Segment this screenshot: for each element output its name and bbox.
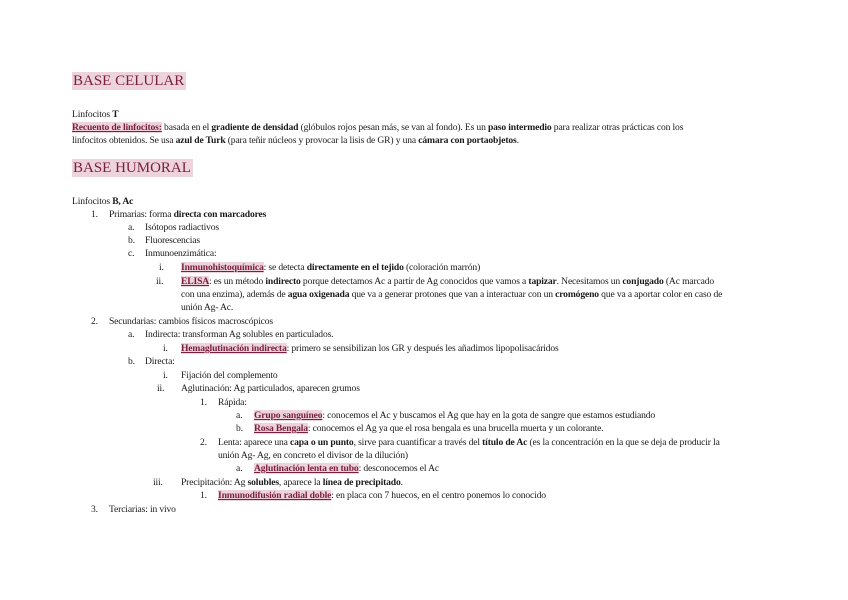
directa-item: Directa: — [145, 356, 175, 367]
terciarias-item: Terciarias: in vivo — [109, 504, 176, 515]
list-letter: b. — [128, 356, 135, 367]
list-number: 3. — [91, 504, 98, 515]
hemaglutinacion-item: Hemaglutinación indirecta: primero se sensibilizan los GR y después les añadimos lipopolisacáridos — [181, 343, 559, 354]
inmunodifusion-link[interactable]: Inmunodifusión radial doble — [218, 490, 332, 501]
list-roman: i. — [163, 370, 168, 381]
list-roman: i. — [159, 262, 164, 273]
list-roman: iii. — [153, 477, 163, 488]
list-number: 2. — [91, 316, 98, 327]
heading-base-humoral: BASE HUMORAL — [73, 160, 191, 176]
list-number: 1. — [200, 397, 207, 408]
inmunohistoquimica-link[interactable]: Inmunohistoquímica — [181, 262, 264, 273]
recuento-line-2: linfocitos obtenidos. Se usa azul de Turk (para teñir núcleos y provocar la lisis de GR) y una cámara con portaobjetos. — [72, 135, 519, 146]
list-roman: i. — [163, 343, 168, 354]
lenta-item: Lenta: aparece una capa o un punto, sirve para cuantificar a través del título de Ac (es la concentración en la que se deja de producir la — [218, 437, 720, 448]
hemaglutinacion-link[interactable]: Hemaglutinación indirecta — [181, 343, 287, 354]
list-roman: ii. — [157, 383, 165, 394]
fluorescencias-item: Fluorescencias — [145, 235, 200, 246]
list-letter: a. — [128, 329, 135, 340]
inmunohistoquimica-item: Inmunohistoquímica: se detecta directamente en el tejido (coloración marrón) — [181, 262, 481, 273]
recuento-line-1: Recuento de linfocitos: basada en el gradiente de densidad (glóbulos rojos pesan más, se van al fondo). Es un paso intermedio para realizar otras prácticas con los — [72, 122, 684, 133]
list-number: 1. — [200, 490, 207, 501]
aglutinacion-lenta-item: Aglutinación lenta en tubo: desconocemos el Ac — [254, 463, 439, 474]
grupo-sanguineo-link[interactable]: Grupo sanguíneo — [254, 410, 323, 421]
inmunodifusion-item: Inmunodifusión radial doble: en placa con 7 huecos, en el centro ponemos lo conocido — [218, 490, 546, 501]
list-letter: b. — [128, 235, 135, 246]
secundarias-item: Secundarias: cambios físicos macroscópicos — [109, 316, 273, 327]
list-letter: a. — [236, 463, 243, 474]
list-roman: ii. — [156, 276, 164, 287]
indirecta-item: Indirecta: transforman Ag solubles en particulados. — [145, 329, 334, 340]
rapida-item: Rápida: — [218, 397, 247, 408]
linfocitos-b-line: Linfocitos B, Ac — [72, 196, 134, 207]
elisa-link[interactable]: ELISA — [181, 276, 210, 287]
list-letter: c. — [128, 248, 135, 259]
rosa-bengala-item: Rosa Bengala: conocemos el Ag ya que el rosa bengala es una brucella muerta y un colorante. — [254, 423, 604, 434]
aglutinacion-lenta-link[interactable]: Aglutinación lenta en tubo — [254, 463, 359, 474]
fijacion-item: Fijación del complemento — [181, 370, 278, 381]
rosa-bengala-link[interactable]: Rosa Bengala — [254, 423, 308, 434]
linfocitos-t-line: Linfocitos T — [72, 109, 119, 120]
list-number: 2. — [200, 437, 207, 448]
list-letter: a. — [128, 222, 135, 233]
elisa-item: ELISA: es un método indirecto porque detectamos Ac a partir de Ag conocidos que vamos a tapizar. Necesitamos un conjugado (Ac marcado — [181, 276, 715, 287]
list-letter: b. — [236, 423, 243, 434]
inmunoenzimatica-item: Inmunoenzimática: — [145, 248, 217, 259]
elisa-item-line-3: unión Ag- Ac. — [181, 302, 234, 313]
heading-base-celular: BASE CELULAR — [73, 73, 185, 89]
recuento-link[interactable]: Recuento de linfocitos: — [72, 122, 162, 133]
grupo-sanguineo-item: Grupo sanguíneo: conocemos el Ac y buscamos el Ag que hay en la gota de sangre que estamos estudiando — [254, 410, 656, 421]
elisa-item-line-2: con una enzima), además de agua oxigenada que va a generar protones que van a interactuar con un cromógeno que va a aportar color en caso de — [181, 289, 723, 300]
list-number: 1. — [91, 209, 98, 220]
lenta-item-line-2: unión Ag- Ag, en concreto el divisor de la dilución) — [218, 450, 408, 461]
list-letter: a. — [236, 410, 243, 421]
isotopos-item: Isótopos radiactivos — [145, 222, 220, 233]
precipitacion-item: Precipitación: Ag solubles, aparece la línea de precipitado. — [181, 477, 403, 488]
primarias-item: Primarias: forma directa con marcadores — [109, 209, 267, 220]
aglutinacion-item: Aglutinación: Ag particulados, aparecen grumos — [181, 383, 360, 394]
